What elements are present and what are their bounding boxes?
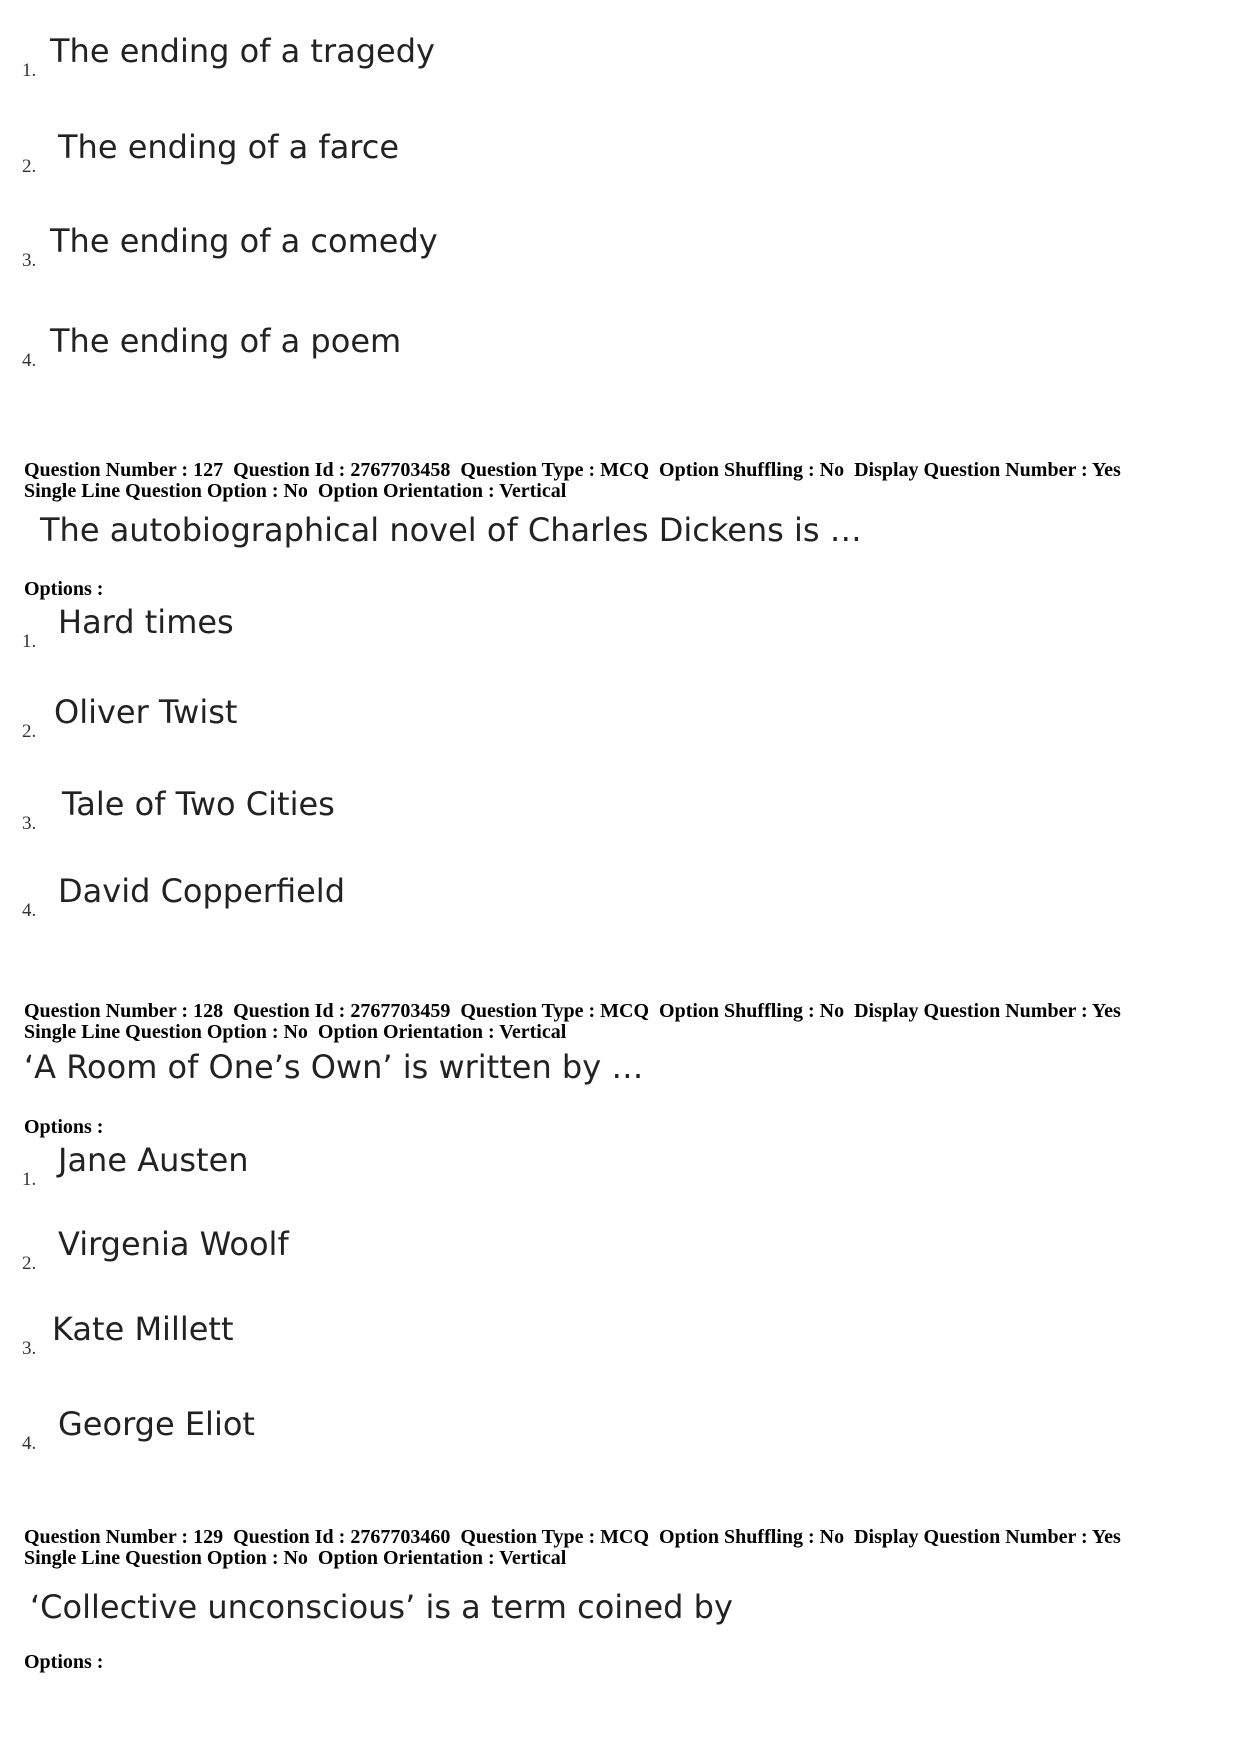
option-number: 3. (22, 813, 37, 834)
option-number: 3. (22, 250, 37, 271)
question-header (24, 1527, 1121, 1569)
option-number: 4. (22, 350, 37, 371)
option-number: 2. (22, 721, 37, 742)
question-meta-line: Question Number : 129 Question Id : 2767703460 Question Type : MCQ Option Shuffling : No Display Question Number : Yes (24, 1526, 1121, 1548)
option-number: 4. (22, 1433, 37, 1454)
option-number: 1. (22, 1169, 37, 1190)
option-text: Kate Millett (52, 1310, 234, 1348)
option-text: The ending of a farce (58, 128, 400, 166)
options-label: Options : (24, 1651, 104, 1673)
options-label: Options : (24, 1116, 104, 1138)
option-number: 1. (22, 60, 37, 81)
option-number: 3. (22, 1338, 37, 1359)
question-header (24, 1001, 1121, 1043)
option-number: 1. (22, 631, 37, 652)
option-text: George Eliot (58, 1405, 255, 1443)
option-text: The ending of a poem (50, 322, 402, 360)
question-meta-line: Question Number : 127 Question Id : 2767703458 Question Type : MCQ Option Shuffling : No Display Question Number : Yes (24, 459, 1121, 481)
question-header (24, 460, 1121, 502)
option-text: David Copperfield (58, 872, 345, 910)
option-text: The ending of a tragedy (50, 32, 435, 70)
question-meta-line: Single Line Question Option : No Option Orientation : Vertical (24, 1021, 567, 1043)
option-text: Virgenia Woolf (58, 1225, 289, 1263)
option-number: 2. (22, 156, 37, 177)
question-text: ‘A Room of One’s Own’ is written by … (24, 1048, 644, 1086)
option-text: Jane Austen (58, 1141, 249, 1179)
question-meta-line: Single Line Question Option : No Option Orientation : Vertical (24, 1547, 567, 1569)
question-meta-line: Question Number : 128 Question Id : 2767703459 Question Type : MCQ Option Shuffling : No Display Question Number : Yes (24, 1000, 1121, 1022)
question-text: ‘Collective unconscious’ is a term coined by (30, 1588, 733, 1626)
option-number: 4. (22, 900, 37, 921)
option-text: Hard times (58, 603, 234, 641)
options-label: Options : (24, 578, 104, 600)
option-text: Tale of Two Cities (62, 785, 335, 823)
question-meta-line: Single Line Question Option : No Option Orientation : Vertical (24, 480, 567, 502)
option-text: Oliver Twist (54, 693, 238, 731)
option-text: The ending of a comedy (50, 222, 438, 260)
option-number: 2. (22, 1253, 37, 1274)
question-text: The autobiographical novel of Charles Dickens is … (40, 511, 862, 549)
